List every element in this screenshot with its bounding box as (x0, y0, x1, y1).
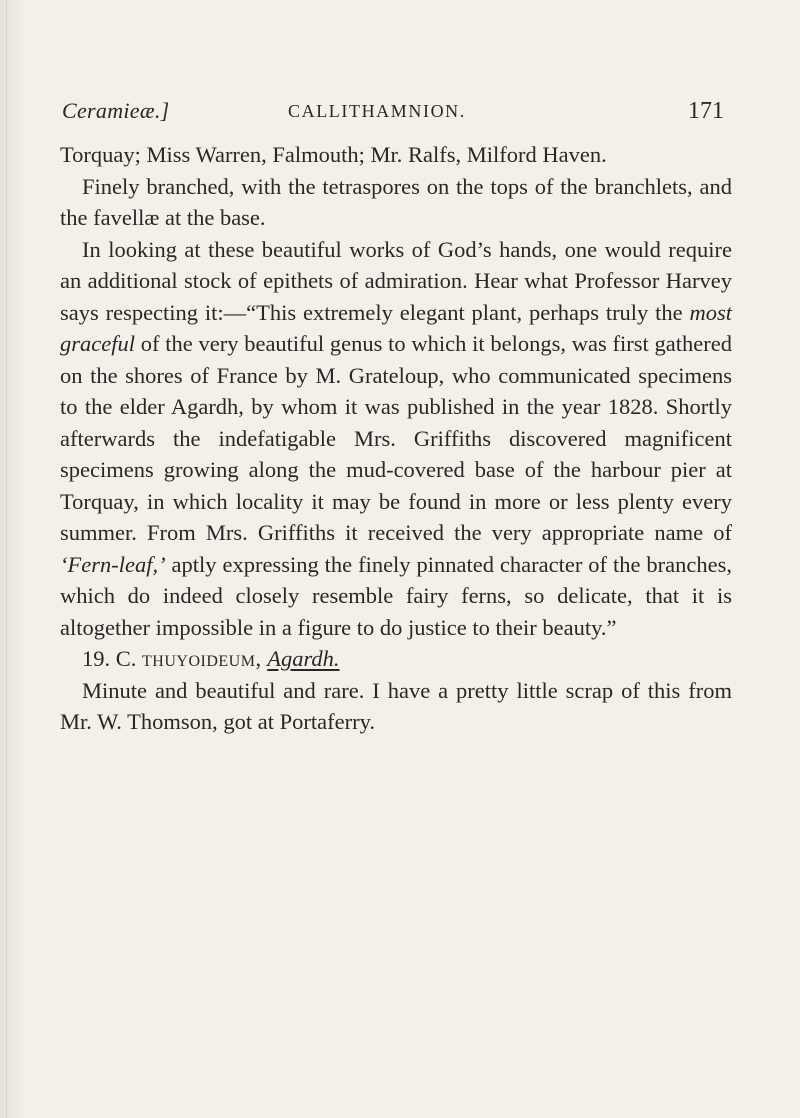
entry-number: 19. C. (82, 646, 143, 671)
quotation-part-3: aptly expressing the finely pinnated character of the branches, which do indeed closely resemble fairy ferns, so delicate, that it is altogether impossible in a figure to do justice to their beauty.” (60, 551, 732, 640)
paragraph-quotation (60, 234, 732, 644)
body-text (60, 139, 732, 738)
page-number: 171 (688, 98, 724, 124)
quotation-part-1: In looking at these beautiful works of God’s hands, one would require an additional stock of epithets of admiration. Hear what Professor Harvey says respecting it:—“This extremely elegant plant, perhaps truly the (60, 236, 732, 325)
entry-author: Agardh. (267, 646, 340, 671)
page-edge (0, 0, 28, 1118)
species-entry-heading (60, 643, 732, 675)
running-header (62, 98, 724, 138)
paragraph-description: Finely branched, with the tetraspores on the tops of the branchlets, and the favellæ at the base. (60, 173, 732, 230)
quotation-part-2: of the very beautiful genus to which it belongs, was first gathered on the shores of France by M. Grateloup, who communicated specimens to the elder Agardh, by whom it was published in the year 1828. Shortly afterwards the indefatigable Mrs. Griffiths discovered magnificent specimens growing along the mud-covered base of the harbour pier at Torquay, in which locality it may be found in more or less plenty every summer. From Mrs. Griffiths it received the very appropriate name of (60, 331, 732, 545)
entry-species: thuyoideum, (142, 646, 262, 671)
header-genus: CALLITHAMNION. (288, 101, 466, 121)
quotation-emphasis: most graceful (60, 299, 732, 356)
paragraph-localities: Torquay; Miss Warren, Falmouth; Mr. Ralfs, Milford Haven. (60, 142, 607, 167)
header-family: Ceramieæ.] (62, 98, 170, 123)
quotation-common-name: ‘Fern-leaf,’ (60, 551, 166, 577)
paragraph-note: Minute and beautiful and rare. I have a pretty little scrap of this from Mr. W. Thomson, got at Portaferry. (60, 677, 732, 734)
